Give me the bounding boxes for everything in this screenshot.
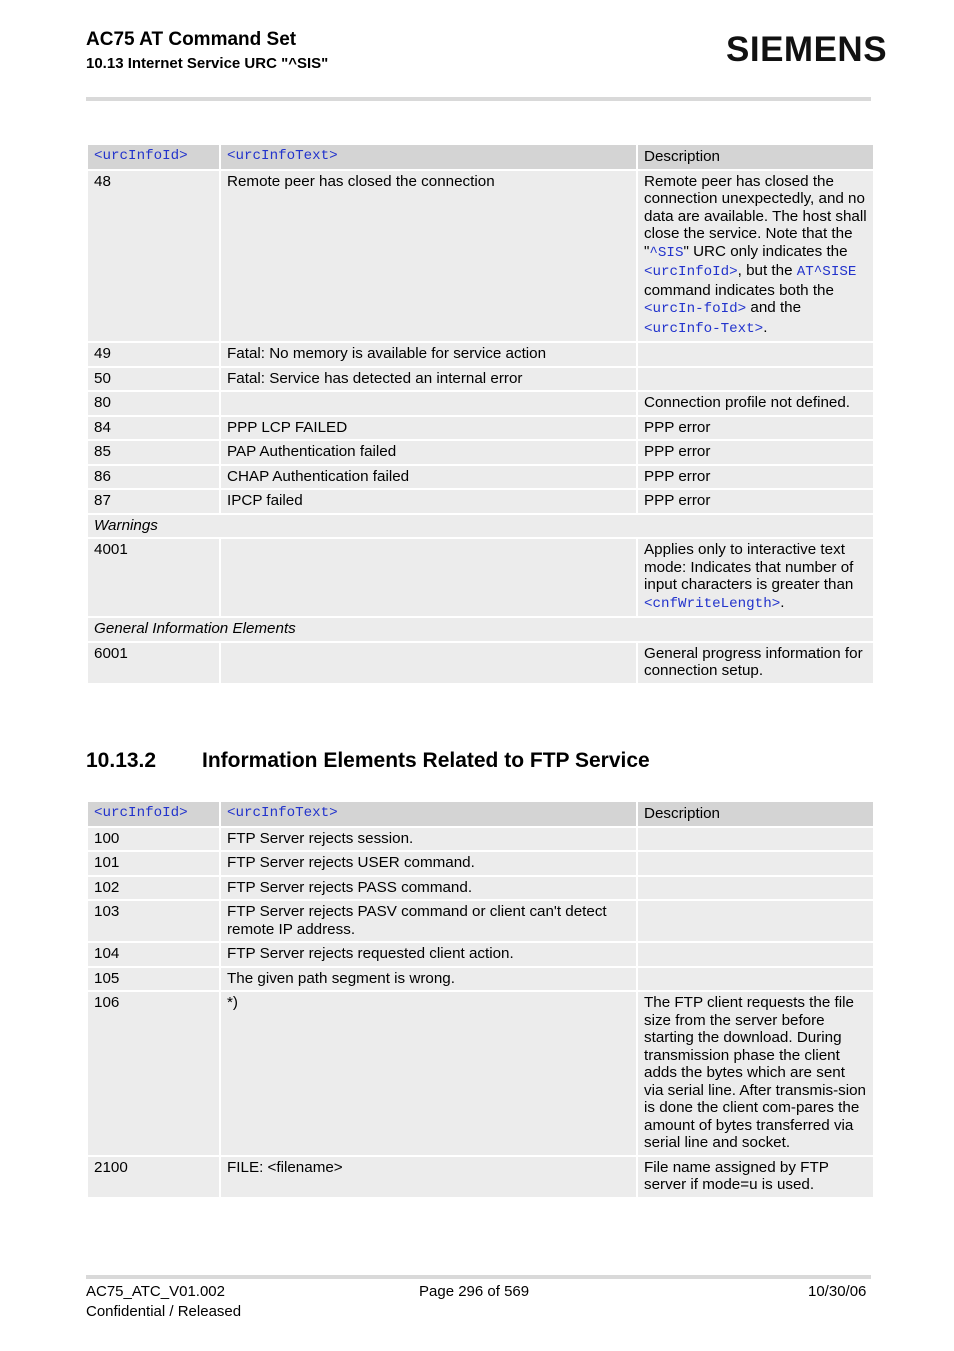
- code-reference: AT^SISE: [796, 264, 857, 280]
- description-text: .: [780, 593, 785, 611]
- table-row: [87, 489, 874, 514]
- cell-urc-info-id: 4001: [87, 538, 220, 617]
- cell-urc-info-id: 80: [87, 391, 220, 416]
- table-row: [87, 170, 874, 343]
- cell-urc-info-text: Fatal: Service has detected an internal error: [220, 367, 637, 392]
- cell-urc-info-text: FTP Server rejects session.: [220, 827, 637, 852]
- cell-description: File name assigned by FTP server if mode=u is used.: [637, 1156, 874, 1198]
- table-row: [87, 342, 874, 367]
- cell-urc-info-text: Remote peer has closed the connection: [220, 170, 637, 343]
- document-title: AC75 AT Command Set: [86, 29, 297, 50]
- cell-urc-info-text: PPP LCP FAILED: [220, 416, 637, 441]
- table-row: [87, 942, 874, 967]
- cell-urc-info-text: IPCP failed: [220, 489, 637, 514]
- table-header-row: [87, 801, 874, 827]
- cell-urc-info-id: 2100: [87, 1156, 220, 1198]
- table-row: [87, 876, 874, 901]
- cell-urc-info-text: FTP Server rejects PASS command.: [220, 876, 637, 901]
- cell-description: PPP error: [637, 440, 874, 465]
- section-subtitle: 10.13 Internet Service URC "^SIS": [86, 55, 329, 72]
- description-text: " URC only indicates the: [683, 242, 848, 260]
- header-urc-info-text: <urcInfoText>: [220, 144, 637, 170]
- table-row: [87, 538, 874, 617]
- description-text: .: [763, 318, 768, 336]
- table-row: [87, 900, 874, 942]
- table-row: [87, 1156, 874, 1198]
- description-text: Remote peer has closed the connection unexpectedly, and no data are available. The host shall close the service. Note that the ": [644, 172, 867, 260]
- cell-urc-info-text: FILE: <filename>: [220, 1156, 637, 1198]
- cell-urc-info-id: 106: [87, 991, 220, 1156]
- code-reference: <urcInfo-Text>: [644, 320, 764, 337]
- table-row: [87, 367, 874, 392]
- cell-urc-info-id: 104: [87, 942, 220, 967]
- cell-urc-info-text: [220, 642, 637, 684]
- header-rule: [86, 97, 871, 101]
- cell-description: PPP error: [637, 489, 874, 514]
- header-urc-info-id: <urcInfoId>: [87, 144, 220, 170]
- table-row: [87, 851, 874, 876]
- description-text: , but the: [737, 262, 797, 279]
- section-label: Warnings: [87, 514, 874, 539]
- table-row: [87, 991, 874, 1156]
- cell-urc-info-id: 84: [87, 416, 220, 441]
- urc-info-table-ftp: [86, 800, 875, 1199]
- table-row: [87, 465, 874, 490]
- cell-urc-info-id: 48: [87, 170, 220, 343]
- cell-urc-info-id: 50: [87, 367, 220, 392]
- table-section-row: [87, 617, 874, 642]
- header-description: Description: [637, 144, 874, 170]
- table-row: [87, 967, 874, 992]
- description-text: and the: [746, 299, 802, 316]
- cell-description: PPP error: [637, 416, 874, 441]
- code-reference: <urcIn-foId>: [644, 301, 747, 317]
- cell-urc-info-text: Fatal: No memory is available for service action: [220, 342, 637, 367]
- table-row: [87, 416, 874, 441]
- cell-urc-info-id: 102: [87, 876, 220, 901]
- description-text: command indicates both the: [644, 281, 834, 299]
- table-row: [87, 391, 874, 416]
- cell-urc-info-id: 87: [87, 489, 220, 514]
- table-row: [87, 642, 874, 684]
- section-number: 10.13.2: [86, 749, 157, 772]
- footer-doc-id: AC75_ATC_V01.002: [86, 1283, 225, 1300]
- cell-urc-info-id: 101: [87, 851, 220, 876]
- cell-description: [637, 851, 874, 876]
- description-text: Applies only to interactive text mode: Indicates that number of input characters is greater than: [644, 541, 854, 593]
- cell-description: PPP error: [637, 465, 874, 490]
- cell-urc-info-text: [220, 538, 637, 617]
- cell-description: [637, 827, 874, 852]
- cell-description: [637, 876, 874, 901]
- code-reference: <urcInfoId>: [644, 264, 738, 280]
- cell-urc-info-text: FTP Server rejects USER command.: [220, 851, 637, 876]
- footer-rule: [86, 1275, 871, 1279]
- footer-date: 10/30/06: [808, 1283, 867, 1300]
- code-reference: ^SIS: [649, 244, 684, 261]
- cell-urc-info-text: [220, 391, 637, 416]
- footer-page-number: Page 296 of 569: [419, 1283, 530, 1300]
- siemens-logo: SIEMENS: [726, 30, 888, 69]
- cell-description: [637, 367, 874, 392]
- header-urc-info-id: <urcInfoId>: [87, 801, 220, 827]
- cell-urc-info-text: The given path segment is wrong.: [220, 967, 637, 992]
- cell-description: [637, 170, 874, 343]
- cell-description: [637, 342, 874, 367]
- cell-description: The FTP client requests the file size from the server before starting the download. During transmission phase the client adds the bytes which are sent via serial line. After transmis-sion is done the client com-pares the amount of bytes transferred via serial line and socket.: [637, 991, 874, 1156]
- cell-urc-info-text: FTP Server rejects requested client action.: [220, 942, 637, 967]
- cell-urc-info-id: 105: [87, 967, 220, 992]
- code-reference: <cnfWriteLength>: [644, 595, 781, 612]
- header-description: Description: [637, 801, 874, 827]
- table-section-row: [87, 514, 874, 539]
- section-label: General Information Elements: [87, 617, 874, 642]
- table-row: [87, 440, 874, 465]
- cell-description: General progress information for connection setup.: [637, 642, 874, 684]
- footer-status: Confidential / Released: [86, 1303, 242, 1320]
- cell-urc-info-text: PAP Authentication failed: [220, 440, 637, 465]
- section-title: Information Elements Related to FTP Service: [202, 749, 650, 772]
- cell-description: [637, 538, 874, 617]
- cell-urc-info-text: CHAP Authentication failed: [220, 465, 637, 490]
- cell-urc-info-id: 6001: [87, 642, 220, 684]
- cell-urc-info-id: 49: [87, 342, 220, 367]
- cell-urc-info-id: 86: [87, 465, 220, 490]
- cell-urc-info-id: 85: [87, 440, 220, 465]
- section-heading: [86, 749, 650, 773]
- table-header-row: [87, 144, 874, 170]
- urc-info-table-general: [86, 143, 875, 685]
- cell-description: [637, 900, 874, 942]
- cell-urc-info-id: 103: [87, 900, 220, 942]
- cell-urc-info-text: FTP Server rejects PASV command or client can't detect remote IP address.: [220, 900, 637, 942]
- header-urc-info-text: <urcInfoText>: [220, 801, 637, 827]
- cell-description: [637, 942, 874, 967]
- cell-description: Connection profile not defined.: [637, 391, 874, 416]
- cell-urc-info-text: *): [220, 991, 637, 1156]
- table-row: [87, 827, 874, 852]
- cell-description: [637, 967, 874, 992]
- cell-urc-info-id: 100: [87, 827, 220, 852]
